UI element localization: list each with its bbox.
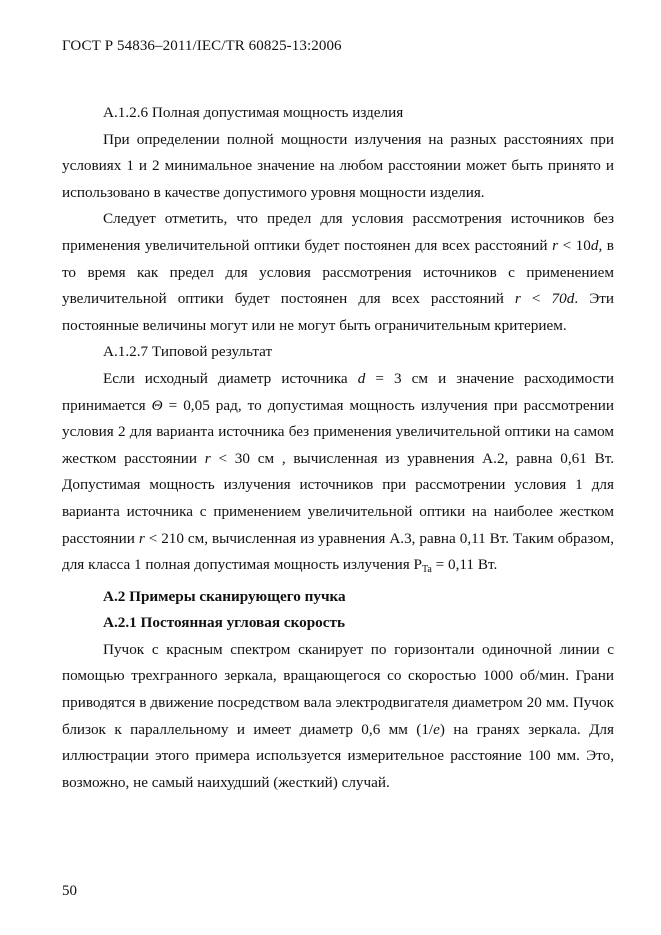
document-header: ГОСТ Р 54836–2011/IEC/TR 60825-13:2006 xyxy=(62,38,342,54)
page-number: 50 xyxy=(62,883,77,899)
section-heading-a21: А.2.1 Постоянная угловая скорость xyxy=(103,614,346,632)
section-heading-a127: А.1.2.7 Типовой результат xyxy=(103,343,273,361)
paragraph-total-power: При определении полной мощности излучения на разных расстояниях при условиях 1 и 2 минимальное значение на любом расстоянии может быть принято и использовано в качестве допустимого уровня мощности изделия. xyxy=(62,130,614,201)
paragraph-typical-result: Если исходный диаметр источника d = 3 см и значение расходимости принимается Θ = 0,05 рад, то допустимая мощность излучения при рассмотрении условия 2 для варианта источника без применения увеличительной оптики на самом жестком расстоянии r < 30 см , вычисленная из уравнения А.2, равна 0,61 Вт. Допустимая мощность излучения источников при рассмотрении условия 1 для варианта источника с применением увеличительной оптики на наиболее жестком расстоянии r < 210 см, вычисленная из уравнения А.3, равна 0,11 Вт. Таким образом, для класса 1 полная допустимая мощность излучения $P_{Ta} = 0,11$ Вт. xyxy=(62,369,615,576)
section-heading-a2: А.2 Примеры сканирующего пучка xyxy=(103,587,346,605)
paragraph-scanning-beam: Пучок с красным спектром сканирует по горизонтали одиночной линии с помощью трехгранного зеркала, вращающегося со скоростью 1000 об/мин. Грани приводятся в движение посредством вала электродвигателя диаметром 20 мм. Пучок близок к параллельному и имеет диаметр 0,6 мм (1/e) на гранях зеркала. Для иллюстрации этого примера используется измерительное расстояние 100 мм. Это, возможно, не самый наихудший (жесткий) случай. xyxy=(62,640,614,791)
paragraph-limit-note: Следует отметить, что предел для условия рассмотрения источников без применения увеличительной оптики будет постоянен для всех расстояний r < 10d, в то время как предел для условия рассмотрения источников с применением увеличительной оптики будет постоянен для всех расстояний r < 70d. Эти постоянные величины могут или не могут быть ограничительным критерием. xyxy=(62,210,614,334)
section-heading-a126: А.1.2.6 Полная допустимая мощность изделия xyxy=(103,104,404,121)
document-body xyxy=(62,100,614,796)
